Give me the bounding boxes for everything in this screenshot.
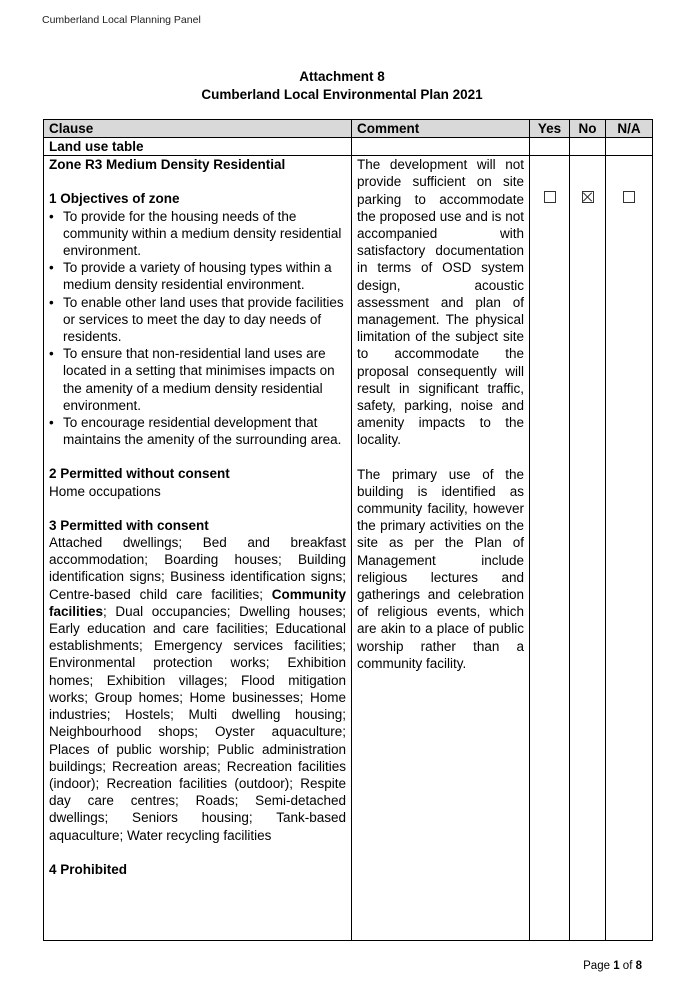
compliance-table xyxy=(43,119,653,941)
column-header-clause: Clause xyxy=(44,120,352,138)
na-checkbox-icon[interactable] xyxy=(623,191,635,203)
permitted-with-heading: 3 Permitted with consent xyxy=(49,517,209,533)
objectives-list xyxy=(49,208,346,449)
page-footer xyxy=(583,960,642,972)
comment-cell xyxy=(352,156,530,941)
column-header-yes: Yes xyxy=(530,120,570,138)
table-row-section xyxy=(44,138,653,156)
section-na-cell xyxy=(606,138,653,156)
list-item: • To ensure that non-residential land uses are located in a setting that minimises impacts on the amenity of a medium density residential environment. xyxy=(49,345,346,414)
prohibited-heading: 4 Prohibited xyxy=(49,861,128,877)
permitted-without-heading: 2 Permitted without consent xyxy=(49,466,230,482)
clause-cell xyxy=(44,156,352,941)
page-number: 1 xyxy=(613,960,620,972)
list-item: • To provide for the housing needs of the community within a medium density residential environment. xyxy=(49,208,346,260)
objectives-heading: 1 Objectives of zone xyxy=(49,191,180,207)
attachment-title: Attachment 8 xyxy=(299,69,385,84)
column-header-no: No xyxy=(570,120,606,138)
permitted-without-text: Home occupations xyxy=(49,483,161,499)
comment-paragraph: The primary use of the building is identified as community facility, however the primary activities on the site as per the Plan of Management include religious lectures and gatherings and celebration of religious events, which are akin to a place of public worship rather than a community facility. xyxy=(357,466,524,671)
page-total: 8 xyxy=(635,960,642,972)
of-word: of xyxy=(619,960,636,972)
document-titles xyxy=(0,68,684,104)
table-header-row xyxy=(44,120,653,138)
na-cell xyxy=(606,156,653,941)
permitted-with-bold: Community facilities xyxy=(49,586,346,619)
permitted-with-text xyxy=(49,534,346,844)
section-yes-cell xyxy=(530,138,570,156)
column-header-comment: Comment xyxy=(352,120,530,138)
page-word: Page xyxy=(583,960,614,972)
plan-title: Cumberland Local Environmental Plan 2021 xyxy=(201,87,483,102)
yes-checkbox-icon[interactable] xyxy=(544,191,556,203)
list-item: • To enable other land uses that provide facilities or services to meet the day to day needs of residents. xyxy=(49,294,346,346)
permitted-with-after: ; Dual occupancies; Dwelling houses; Early education and care facilities; Educational establishments; Emergency services facilities; Environmental protection works; Exhibition homes; Exhibition villages; Flood mitigation works; Group homes; Home businesses; Home industries; Hostels; Multi dwelling housing; Neighbourhood shops; Oyster aquaculture; Places of public worship; Public administration buildings; Recreation areas; Recreation facilities (indoor); Recreation facilities (outdoor); Respite day care centres; Roads; Semi-detached dwellings; Seniors housing; Tank-based aquaculture; Water recycling facilities xyxy=(49,603,346,843)
section-no-cell xyxy=(570,138,606,156)
no-cell xyxy=(570,156,606,941)
section-comment-cell xyxy=(352,138,530,156)
comment-paragraph: The development will not provide sufficient on site parking to accommodate the proposed use and is not accompanied with satisfactory documentation in terms of OSD system design, acoustic assessment and plan of management. The physical limitation of the subject site to accommodate the proposal consequently will result in significant traffic, safety, parking, noise and amenity impacts to the locality. xyxy=(357,157,524,448)
no-checkbox-icon[interactable] xyxy=(582,191,594,203)
table-row-zone xyxy=(44,156,653,941)
list-item: • To provide a variety of housing types within a medium density residential environment. xyxy=(49,259,346,293)
column-header-na: N/A xyxy=(606,120,653,138)
list-item: • To encourage residential development that maintains the amenity of the surrounding area. xyxy=(49,414,346,448)
yes-cell xyxy=(530,156,570,941)
section-label: Land use table xyxy=(44,138,352,156)
permitted-with-before: Attached dwellings; Bed and breakfast accommodation; Boarding houses; Building identification signs; Business identification signs; Centre-based child care facilities; xyxy=(49,535,346,602)
zone-heading: Zone R3 Medium Density Residential xyxy=(49,157,286,173)
header-organisation: Cumberland Local Planning Panel xyxy=(42,14,201,26)
